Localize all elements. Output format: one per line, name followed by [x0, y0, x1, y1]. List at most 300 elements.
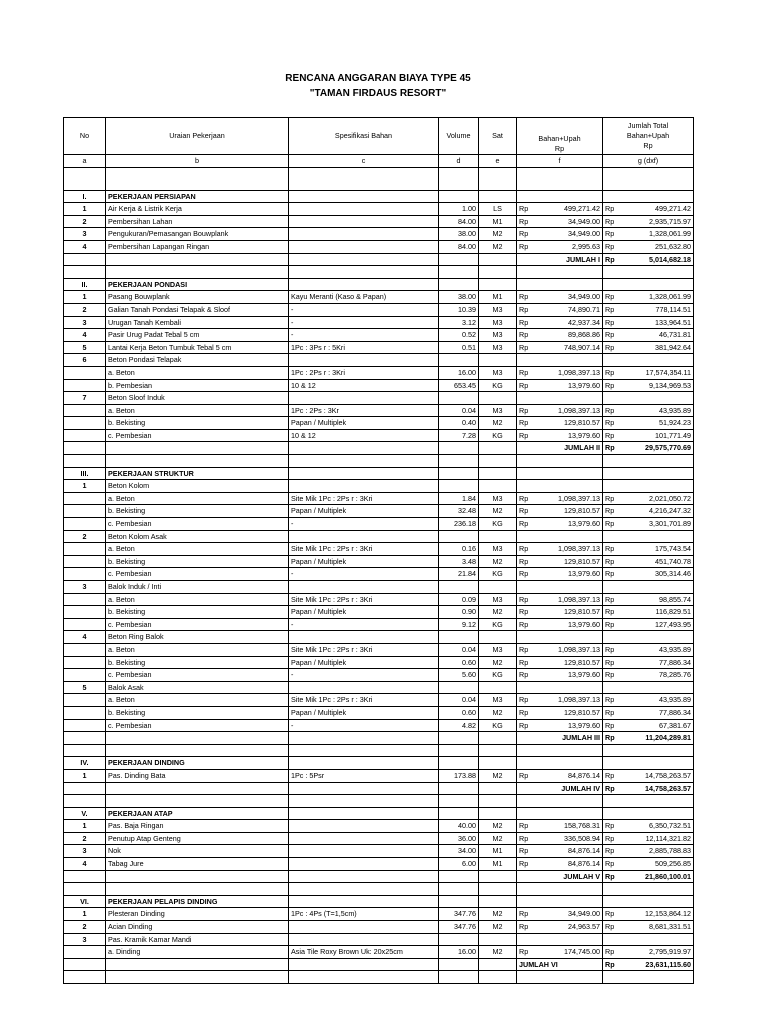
amount-value: 17,574,354.11	[645, 367, 691, 377]
amount-value: 2,795,919.97	[649, 947, 691, 957]
item-specification: 10 & 12	[289, 379, 439, 392]
item-specification	[289, 215, 439, 228]
currency-label: Rp	[519, 670, 529, 680]
empty-cell	[289, 971, 439, 984]
item-unit: M2	[479, 228, 517, 241]
item-specification: -	[289, 329, 439, 342]
item-total	[603, 530, 694, 543]
subtotal-label: JUMLAH I	[517, 253, 603, 266]
empty-cell	[64, 782, 106, 795]
item-volume: 0.51	[439, 341, 479, 354]
currency-label: Rp	[519, 833, 529, 843]
empty-cell	[603, 744, 694, 757]
item-specification: 1Pc : 5Psr	[289, 769, 439, 782]
empty-cell	[106, 958, 289, 971]
subtotal-amount	[603, 782, 694, 795]
item-unit-price	[517, 354, 603, 367]
item-number	[64, 606, 106, 619]
item-volume: 21.84	[439, 568, 479, 581]
item-number	[64, 429, 106, 442]
empty-cell	[439, 167, 479, 190]
section-number: III.	[64, 467, 106, 480]
subtotal-row	[64, 782, 694, 795]
column-letter-row	[64, 155, 694, 168]
item-total	[603, 240, 694, 253]
item-unit: M2	[479, 820, 517, 833]
item-unit: M1	[479, 291, 517, 304]
item-specification: -	[289, 303, 439, 316]
table-header-row	[64, 118, 694, 155]
header-jumlah-unit: Rp	[643, 141, 653, 150]
item-unit-price	[517, 568, 603, 581]
item-unit-price	[517, 631, 603, 644]
currency-label: Rp	[605, 569, 615, 579]
item-specification	[289, 631, 439, 644]
item-unit-price	[517, 921, 603, 934]
empty-cell	[479, 467, 517, 480]
amount-value: 21,860,100.01	[645, 871, 691, 881]
item-unit-price	[517, 618, 603, 631]
empty-cell	[106, 744, 289, 757]
item-total	[603, 643, 694, 656]
amount-value: 1,098,397.13	[558, 644, 600, 654]
item-unit	[479, 530, 517, 543]
item-unit: M2	[479, 921, 517, 934]
currency-label: Rp	[605, 821, 615, 831]
item-total	[603, 946, 694, 959]
table-row	[64, 366, 694, 379]
item-volume: 0.40	[439, 417, 479, 430]
amount-value: 451,740.78	[655, 556, 691, 566]
item-volume: 10.39	[439, 303, 479, 316]
item-specification	[289, 228, 439, 241]
empty-cell	[479, 870, 517, 883]
item-total	[603, 921, 694, 934]
item-volume	[439, 933, 479, 946]
item-volume: 0.60	[439, 656, 479, 669]
subtotal-row	[64, 442, 694, 455]
empty-cell	[289, 732, 439, 745]
item-description: b. Bekisting	[106, 706, 289, 719]
currency-label: Rp	[605, 241, 615, 251]
currency-label: Rp	[605, 330, 615, 340]
item-total	[603, 354, 694, 367]
header-jumlah-label2: Bahan+Upah	[626, 131, 670, 140]
empty-cell	[289, 278, 439, 291]
item-unit: M2	[479, 606, 517, 619]
amount-value: 84,876.14	[568, 846, 600, 856]
item-unit-price	[517, 303, 603, 316]
currency-label: Rp	[605, 493, 615, 503]
item-description: Pas. Dinding Bata	[106, 769, 289, 782]
currency-label: Rp	[519, 519, 529, 529]
item-volume: 0.04	[439, 694, 479, 707]
amount-value: 1,098,397.13	[558, 493, 600, 503]
table-row	[64, 946, 694, 959]
header-harga-label: Bahan+Upah	[538, 134, 581, 143]
empty-cell	[439, 971, 479, 984]
amount-value: 129,810.57	[564, 707, 600, 717]
table-row	[64, 769, 694, 782]
item-unit: KG	[479, 568, 517, 581]
item-total	[603, 429, 694, 442]
item-specification	[289, 480, 439, 493]
item-description: a. Beton	[106, 593, 289, 606]
item-description: Pasir Urug Padat Tebal 5 cm	[106, 329, 289, 342]
item-unit-price	[517, 581, 603, 594]
table-row	[64, 404, 694, 417]
item-description: Urugan Tanah Kembali	[106, 316, 289, 329]
letter-cell: b	[106, 155, 289, 168]
amount-value: 129,810.57	[564, 607, 600, 617]
item-unit-price	[517, 606, 603, 619]
table-row	[64, 354, 694, 367]
item-description: c. Pembesian	[106, 669, 289, 682]
table-row	[64, 215, 694, 228]
empty-cell	[64, 744, 106, 757]
table-row	[64, 908, 694, 921]
currency-label: Rp	[519, 367, 529, 377]
item-number: 1	[64, 908, 106, 921]
empty-cell	[289, 442, 439, 455]
amount-value: 5,014,682.18	[649, 254, 691, 264]
item-volume: 6.00	[439, 858, 479, 871]
empty-cell	[289, 190, 439, 203]
amount-value: 129,810.57	[564, 556, 600, 566]
amount-value: 34,949.00	[568, 216, 600, 226]
item-volume: 3.12	[439, 316, 479, 329]
amount-value: 74,890.71	[568, 304, 600, 314]
currency-label: Rp	[605, 922, 615, 932]
item-volume: 34.00	[439, 845, 479, 858]
table-body	[64, 167, 694, 983]
item-unit	[479, 392, 517, 405]
empty-cell	[479, 732, 517, 745]
item-total	[603, 505, 694, 518]
item-unit: KG	[479, 719, 517, 732]
item-unit-price	[517, 215, 603, 228]
header-uraian: Uraian Pekerjaan	[106, 118, 289, 155]
item-specification: 1Pc : 2Ps r : 3Kri	[289, 366, 439, 379]
empty-cell	[439, 190, 479, 203]
empty-cell	[289, 807, 439, 820]
amount-value: 23,631,115.60	[645, 959, 691, 969]
item-volume: 173.88	[439, 769, 479, 782]
currency-label: Rp	[519, 304, 529, 314]
item-volume: 1.00	[439, 203, 479, 216]
item-number	[64, 694, 106, 707]
header-volume: Volume	[439, 118, 479, 155]
item-number: 1	[64, 291, 106, 304]
item-description: Pembersihan Lahan	[106, 215, 289, 228]
item-unit	[479, 631, 517, 644]
empty-cell	[439, 895, 479, 908]
currency-label: Rp	[605, 367, 615, 377]
spacer-row	[64, 744, 694, 757]
header-jumlah-label: Jumlah Total	[627, 121, 669, 130]
currency-label: Rp	[605, 430, 615, 440]
amount-value: 13,979.60	[568, 720, 600, 730]
table-row	[64, 530, 694, 543]
item-unit-price	[517, 392, 603, 405]
item-unit-price	[517, 429, 603, 442]
item-description: Tabag Jure	[106, 858, 289, 871]
subtotal-row	[64, 253, 694, 266]
section-row	[64, 467, 694, 480]
item-volume: 653.45	[439, 379, 479, 392]
empty-cell	[106, 782, 289, 795]
item-volume: 0.60	[439, 706, 479, 719]
item-specification: Papan / Multiplek	[289, 656, 439, 669]
empty-cell	[603, 167, 694, 190]
empty-cell	[106, 883, 289, 896]
item-unit: M2	[479, 769, 517, 782]
section-number: VI.	[64, 895, 106, 908]
subtotal-label: JUMLAH V	[517, 870, 603, 883]
subtotal-amount	[603, 732, 694, 745]
amount-value: 43,935.89	[659, 695, 691, 705]
amount-value: 13,979.60	[568, 380, 600, 390]
currency-label: Rp	[605, 506, 615, 516]
item-description: Beton Kolom	[106, 480, 289, 493]
empty-cell	[603, 807, 694, 820]
item-specification: -	[289, 719, 439, 732]
currency-label: Rp	[605, 833, 615, 843]
empty-cell	[289, 167, 439, 190]
currency-label: Rp	[519, 342, 529, 352]
spacer-row	[64, 795, 694, 808]
table-row	[64, 492, 694, 505]
amount-value: 158,768.31	[564, 821, 600, 831]
item-volume	[439, 480, 479, 493]
item-description: Beton Sloof Induk	[106, 392, 289, 405]
item-volume: 347.76	[439, 921, 479, 934]
item-volume: 84.00	[439, 215, 479, 228]
item-total	[603, 845, 694, 858]
amount-value: 1,098,397.13	[558, 405, 600, 415]
amount-value: 24,963.57	[568, 922, 600, 932]
item-volume: 0.90	[439, 606, 479, 619]
item-description: Plesteran Dinding	[106, 908, 289, 921]
item-unit: M3	[479, 329, 517, 342]
empty-cell	[439, 795, 479, 808]
item-unit: M1	[479, 858, 517, 871]
item-description: Pengukuran/Pemasangan Bouwplank	[106, 228, 289, 241]
item-total	[603, 933, 694, 946]
empty-cell	[479, 795, 517, 808]
empty-cell	[479, 895, 517, 908]
amount-value: 129,810.57	[564, 657, 600, 667]
empty-cell	[439, 253, 479, 266]
item-total	[603, 291, 694, 304]
item-volume	[439, 631, 479, 644]
item-description: Nok	[106, 845, 289, 858]
item-specification: Papan / Multiplek	[289, 606, 439, 619]
item-description: c. Pembesian	[106, 568, 289, 581]
item-volume: 32.48	[439, 505, 479, 518]
item-total	[603, 669, 694, 682]
item-volume: 40.00	[439, 820, 479, 833]
currency-label: Rp	[519, 317, 529, 327]
amount-value: 748,907.14	[564, 342, 600, 352]
item-number: 1	[64, 820, 106, 833]
item-number: 2	[64, 530, 106, 543]
item-number: 2	[64, 921, 106, 934]
currency-label: Rp	[605, 846, 615, 856]
amount-value: 1,098,397.13	[558, 594, 600, 604]
item-unit: M3	[479, 316, 517, 329]
letter-cell: g (dxf)	[603, 155, 694, 168]
empty-cell	[439, 266, 479, 279]
empty-cell	[517, 190, 603, 203]
currency-label: Rp	[605, 544, 615, 554]
empty-cell	[289, 870, 439, 883]
amount-value: 129,810.57	[564, 418, 600, 428]
header-harga	[517, 118, 603, 155]
amount-value: 381,942.64	[655, 342, 691, 352]
item-unit: M1	[479, 845, 517, 858]
empty-cell	[439, 757, 479, 770]
table-row	[64, 505, 694, 518]
table-row	[64, 240, 694, 253]
empty-cell	[479, 958, 517, 971]
item-number: 3	[64, 845, 106, 858]
currency-label: Rp	[605, 317, 615, 327]
amount-value: 127,493.95	[655, 619, 691, 629]
item-description: Pas. Kramik Kamar Mandi	[106, 933, 289, 946]
amount-value: 13,979.60	[568, 430, 600, 440]
table-row	[64, 681, 694, 694]
amount-value: 43,935.89	[659, 405, 691, 415]
table-row	[64, 329, 694, 342]
item-description: b. Bekisting	[106, 555, 289, 568]
item-number: 1	[64, 480, 106, 493]
item-number	[64, 366, 106, 379]
item-specification	[289, 354, 439, 367]
amount-value: 174,745.00	[564, 947, 600, 957]
section-row	[64, 190, 694, 203]
item-description: c. Pembesian	[106, 518, 289, 531]
table-row	[64, 933, 694, 946]
amount-value: 2,995.63	[572, 241, 600, 251]
item-description: a. Beton	[106, 543, 289, 556]
empty-cell	[603, 795, 694, 808]
item-description: a. Beton	[106, 404, 289, 417]
item-specification: Site Mik 1Pc : 2Ps r : 3Kri	[289, 492, 439, 505]
empty-cell	[479, 253, 517, 266]
currency-label: Rp	[605, 418, 615, 428]
currency-label: Rp	[605, 204, 615, 214]
table-row	[64, 429, 694, 442]
item-number: 4	[64, 631, 106, 644]
subtotal-label: JUMLAH VI	[517, 958, 603, 971]
subtotal-label: JUMLAH IV	[517, 782, 603, 795]
amount-value: 13,979.60	[568, 670, 600, 680]
empty-cell	[439, 732, 479, 745]
item-description: Lantai Kerja Beton Tumbuk Tebal 5 cm	[106, 341, 289, 354]
amount-value: 14,758,263.57	[645, 783, 691, 793]
currency-label: Rp	[519, 216, 529, 226]
currency-label: Rp	[605, 380, 615, 390]
item-unit: M3	[479, 303, 517, 316]
item-unit: M2	[479, 417, 517, 430]
table-row	[64, 518, 694, 531]
amount-value: 305,314.46	[655, 569, 691, 579]
empty-cell	[106, 870, 289, 883]
empty-cell	[289, 757, 439, 770]
table-row	[64, 643, 694, 656]
amount-value: 89,868.86	[568, 330, 600, 340]
item-number	[64, 719, 106, 732]
item-total	[603, 379, 694, 392]
item-unit: M2	[479, 555, 517, 568]
item-unit: M2	[479, 505, 517, 518]
amount-value: 778,114.51	[655, 304, 691, 314]
item-total	[603, 366, 694, 379]
item-volume: 16.00	[439, 946, 479, 959]
header-sat: Sat	[479, 118, 517, 155]
item-volume: 1.84	[439, 492, 479, 505]
empty-cell	[517, 467, 603, 480]
item-volume: 0.09	[439, 593, 479, 606]
currency-label: Rp	[519, 430, 529, 440]
item-unit	[479, 354, 517, 367]
item-specification	[289, 933, 439, 946]
item-number	[64, 492, 106, 505]
currency-label: Rp	[605, 947, 615, 957]
item-unit-price	[517, 291, 603, 304]
item-unit: M3	[479, 366, 517, 379]
item-total	[603, 858, 694, 871]
item-volume: 0.04	[439, 643, 479, 656]
item-specification: -	[289, 518, 439, 531]
empty-cell	[106, 253, 289, 266]
section-number: IV.	[64, 757, 106, 770]
item-specification	[289, 845, 439, 858]
amount-value: 14,758,263.57	[645, 770, 691, 780]
table-row	[64, 379, 694, 392]
amount-value: 13,979.60	[568, 519, 600, 529]
empty-cell	[439, 467, 479, 480]
empty-cell	[479, 883, 517, 896]
item-description: b. Bekisting	[106, 606, 289, 619]
amount-value: 116,829.51	[655, 607, 691, 617]
currency-label: Rp	[519, 241, 529, 251]
item-number: 1	[64, 769, 106, 782]
subtotal-row	[64, 732, 694, 745]
empty-cell	[289, 455, 439, 468]
item-number: 3	[64, 228, 106, 241]
item-number: 5	[64, 341, 106, 354]
currency-label: Rp	[605, 216, 615, 226]
table-row	[64, 291, 694, 304]
item-number	[64, 518, 106, 531]
empty-cell	[439, 883, 479, 896]
spacer-row	[64, 883, 694, 896]
item-total	[603, 694, 694, 707]
item-description: c. Pembesian	[106, 618, 289, 631]
amount-value: 499,271.42	[564, 204, 600, 214]
subtotal-amount	[603, 442, 694, 455]
item-number: 4	[64, 240, 106, 253]
item-specification	[289, 240, 439, 253]
empty-cell	[439, 870, 479, 883]
item-total	[603, 492, 694, 505]
amount-value: 11,204,289.81	[645, 733, 691, 743]
currency-label: Rp	[605, 859, 615, 869]
item-unit: M3	[479, 694, 517, 707]
subtotal-amount	[603, 958, 694, 971]
